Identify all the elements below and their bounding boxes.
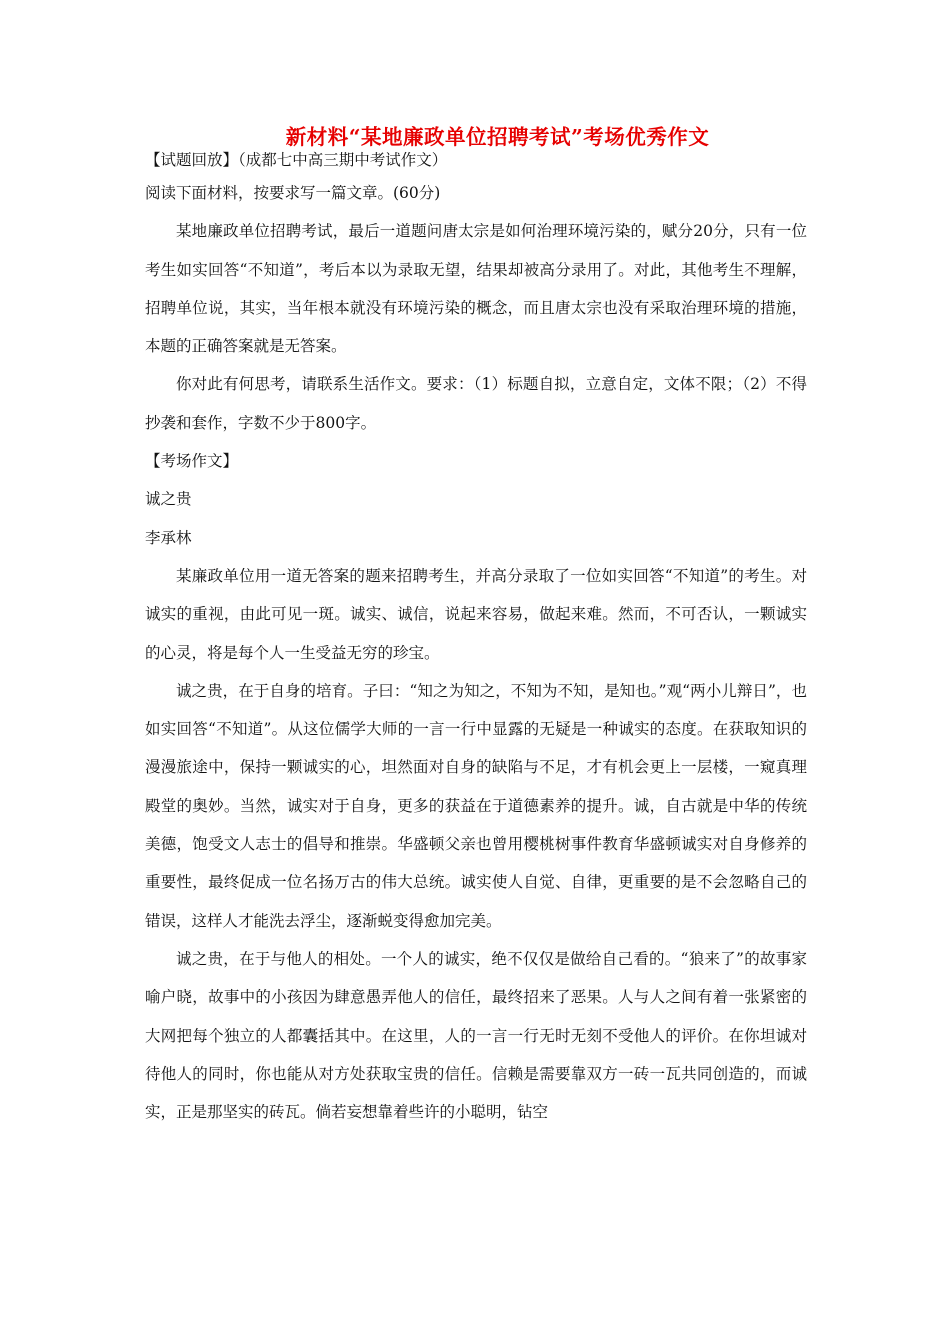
document-title: 新材料“某地廉政单位招聘考试”考场优秀作文 bbox=[285, 125, 710, 149]
essay-paragraph: 诚之贵，在于与他人的相处。一个人的诚实，绝不仅仅是做给自己看的。“狼来了”的故事家喻户晓，故事中的小孩因为肆意愚弄他人的信任，最终招来了恶果。人与人之间有着一张紧密的大网把每个独立的人都囊括其中。在这里，人的一言一行无时无刻不受他人的评价。在你坦诚对待他人的同时，你也能从对方处获取宝贵的信任。信赖是需要靠双方一砖一瓦共同创造的，而诚实，正是那坚实的砖瓦。倘若妄想靠着些许的小聪明，钻空 bbox=[145, 949, 807, 1122]
essay-author: 李承林 bbox=[145, 528, 192, 547]
question-header: 【试题回放】（成都七中高三期中考试作文） bbox=[145, 151, 448, 169]
essay-title: 诚之贵 bbox=[145, 490, 192, 509]
essay-paragraph: 诚之贵，在于自身的培育。子曰：“知之为知之，不知为不知，是知也。”观“两小儿辩日”，也如实回答“不知道”。从这位儒学大师的一言一行中显露的无疑是一种诚实的态度。在获取知识的漫漫旅途中，保持一颗诚实的心，坦然面对自身的缺陷与不足，才有机会更上一层楼，一窥真理殿堂的奥妙。当然，诚实对于自身，更多的获益在于道德素养的提升。诚，自古就是中华的传统美德，饱受文人志士的倡导和推崇。华盛顿父亲也曾用樱桃树事件教育华盛顿诚实对自身修养的重要性，最终促成一位名扬万古的伟大总统。诚实使人自觉、自律，更重要的是不会忽略自己的错误，这样人才能洗去浮尘，逐渐蜕变得愈加完美。 bbox=[145, 681, 807, 930]
requirement-text: 你对此有何思考，请联系生活作文。要求：（1）标题自拟，立意自定，文体不限；（2）不得抄袭和套作，字数不少于800字。 bbox=[145, 375, 807, 432]
essay-header: 【考场作文】 bbox=[145, 452, 239, 471]
material-text: 某地廉政单位招聘考试，最后一道题问唐太宗是如何治理环境污染的，赋分20分，只有一位考生如实回答“不知道”，考后本以为录取无望，结果却被高分录用了。对此，其他考生不理解，招聘单位说，其实，当年根本就没有环境污染的概念，而且唐太宗也没有采取治理环境的措施，本题的正确答案就是无答案。 bbox=[145, 222, 807, 356]
instruction-text: 阅读下面材料，按要求写一篇文章。(60分) bbox=[145, 184, 441, 202]
essay-paragraph: 某廉政单位用一道无答案的题来招聘考生，并高分录取了一位如实回答“不知道”的考生。对诚实的重视，由此可见一斑。诚实、诚信，说起来容易，做起来难。然而，不可否认，一颗诚实的心灵，将是每个人一生受益无穷的珍宝。 bbox=[145, 566, 807, 662]
document-body bbox=[145, 146, 807, 1131]
